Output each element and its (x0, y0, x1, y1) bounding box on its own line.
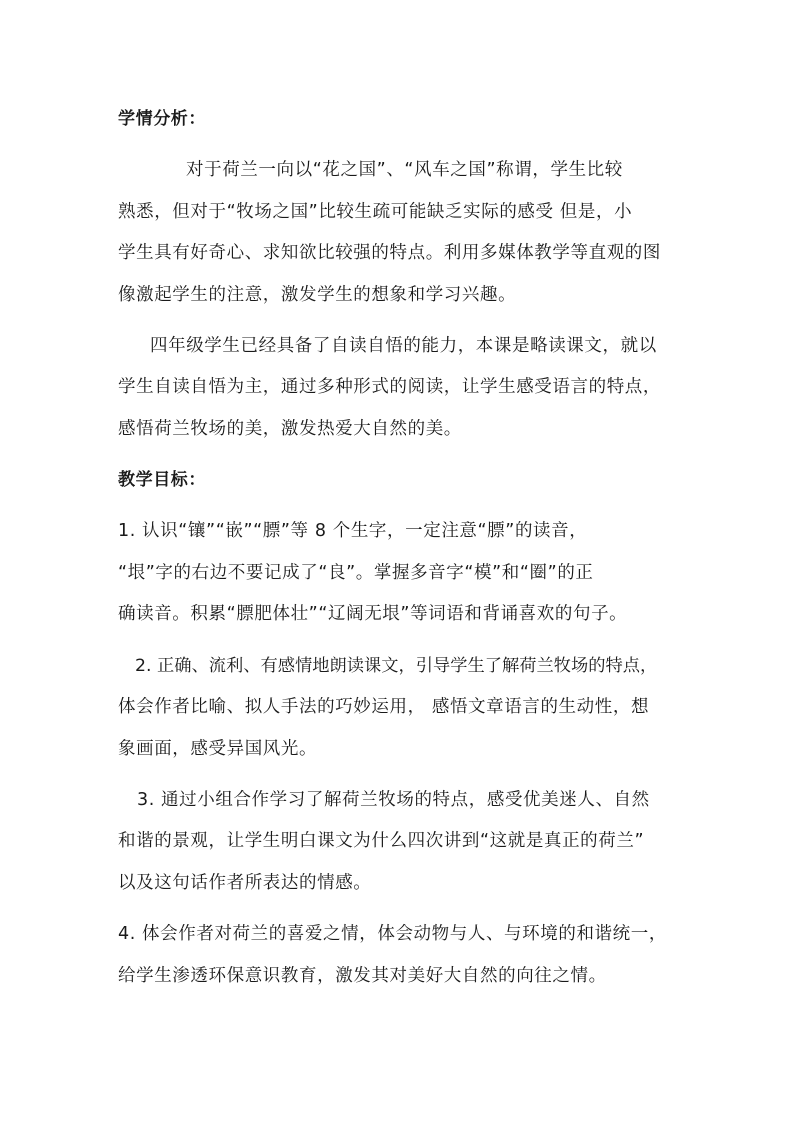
goal4-line2: 给学生渗透环保意识教育，激发其对美好大自然的向往之情。 (118, 966, 607, 986)
goal2-line2: 体会作者比喻、拟人手法的巧妙运用， 感悟文章语言的生动性，想 (118, 697, 650, 717)
analysis-para1-line3: 学生具有好奇心、求知欲比较强的特点。利用多媒体教学等直观的图 (118, 243, 661, 263)
goal3-line1: 3. 通过小组合作学习了解荷兰牧场的特点，感受优美迷人、自然 (137, 790, 650, 810)
goal2-line1: 2. 正确、流利、有感情地朗读课文，引导学生了解荷兰牧场的特点， (135, 656, 658, 676)
analysis-para1-line1: 对于荷兰一向以“花之国”、“风车之国”称谓，学生比较 (186, 160, 623, 180)
analysis-para1-line4: 像激起学生的注意，激发学生的想象和学习兴趣。 (118, 285, 517, 305)
goal3-line3: 以及这句话作者所表达的情感。 (118, 873, 372, 893)
goal1-line2: “垠”字的右边不要记成了“良”。掌握多音字“模”和“圈”的正 (118, 563, 594, 583)
section-heading-analysis: 学情分析： (118, 109, 206, 129)
goal2-line3: 象画面，感受异国风光。 (118, 739, 318, 759)
analysis-para1-line2: 熟悉，但对于“牧场之国”比较生疏可能缺乏实际的感受 但是，小 (118, 202, 633, 222)
goal1-line1: 1. 认识“镶”“嵌”“膘”等 8 个生字，一定注意“膘”的读音， (118, 521, 588, 541)
analysis-para2-line3: 感悟荷兰牧场的美，激发热爱大自然的美。 (118, 419, 462, 439)
goal1-line3: 确读音。积累“膘肥体壮”“辽阔无垠”等词语和背诵喜欢的句子。 (118, 604, 628, 624)
goal3-line2: 和谐的景观，让学生明白课文为什么四次讲到“这就是真正的荷兰” (118, 831, 645, 851)
goal4-line1: 4. 体会作者对荷兰的喜爱之情，体会动物与人、与环境的和谐统一， (118, 924, 667, 944)
analysis-para2-line2: 学生自读自悟为主，通过多种形式的阅读，让学生感受语言的特点， (118, 377, 661, 397)
analysis-para2-line1: 四年级学生已经具备了自读自悟的能力，本课是略读课文，就以 (150, 336, 657, 356)
section-heading-goals: 教学目标： (118, 470, 206, 490)
